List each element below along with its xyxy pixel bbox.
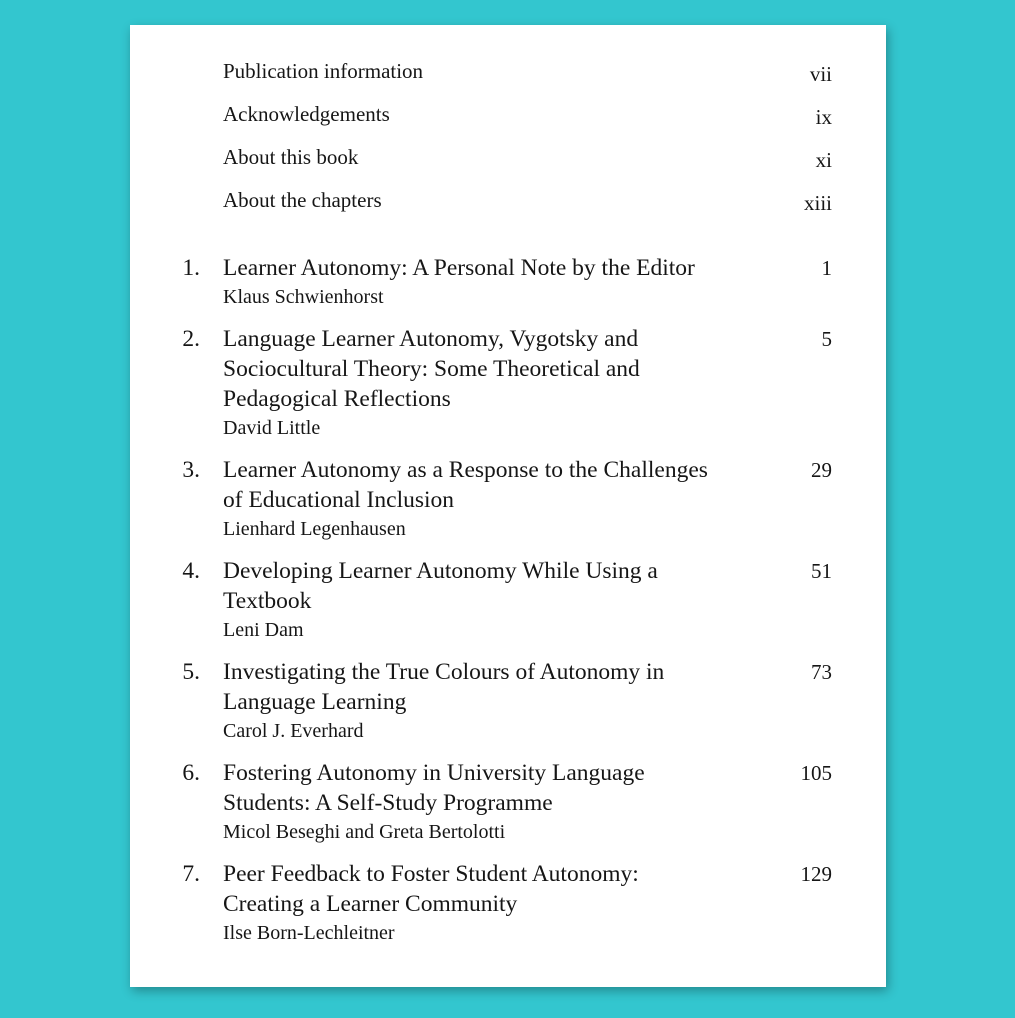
front-matter-page: xiii xyxy=(803,191,832,215)
chapter-page: 29 xyxy=(811,458,832,482)
front-matter-title: Acknowledgements xyxy=(223,102,390,126)
chapter-page: 129 xyxy=(800,862,832,886)
chapter-page: 73 xyxy=(811,660,832,684)
front-matter-title: About the chapters xyxy=(223,188,382,212)
chapter-author: David Little xyxy=(223,417,321,439)
front-matter-list xyxy=(223,59,832,231)
chapter-author: Carol J. Everhard xyxy=(223,720,364,742)
chapter-list xyxy=(170,253,832,960)
front-matter-page: vii xyxy=(809,62,832,86)
chapter-number: 6. xyxy=(182,760,200,786)
chapter-entry xyxy=(170,859,832,948)
chapter-title: Developing Learner Autonomy While Using a Textbook xyxy=(223,558,658,614)
front-matter-title: Publication information xyxy=(223,59,424,83)
front-matter-page: xi xyxy=(815,148,832,172)
chapter-number: 1. xyxy=(182,255,200,281)
chapter-page: 51 xyxy=(811,559,832,583)
chapter-author: Lienhard Legenhausen xyxy=(223,518,406,540)
front-matter-item xyxy=(223,145,832,188)
chapter-author: Micol Beseghi and Greta Bertolotti xyxy=(223,821,506,843)
chapter-title: Fostering Autonomy in University Language Students: A Self-Study Programme xyxy=(223,760,645,816)
front-matter-item xyxy=(223,188,832,231)
chapter-number: 3. xyxy=(182,457,200,483)
chapter-author: Ilse Born-Lechleitner xyxy=(223,922,395,944)
chapter-entry xyxy=(170,253,832,312)
chapter-title: Peer Feedback to Foster Student Autonomy: Creating a Learner Community xyxy=(223,861,639,917)
chapter-title: Language Learner Autonomy, Vygotsky and Sociocultural Theory: Some Theoretical and Pedagogical Reflections xyxy=(223,326,640,412)
chapter-author: Klaus Schwienhorst xyxy=(223,286,384,308)
front-matter-title: About this book xyxy=(223,145,359,169)
chapter-page: 5 xyxy=(821,327,832,351)
chapter-number: 4. xyxy=(182,558,200,584)
chapter-number: 7. xyxy=(182,861,200,887)
chapter-entry xyxy=(170,758,832,847)
chapter-title: Learner Autonomy as a Response to the Challenges of Educational Inclusion xyxy=(223,457,708,513)
contents-page xyxy=(130,25,886,987)
chapter-number: 2. xyxy=(182,326,200,352)
chapter-entry xyxy=(170,455,832,544)
front-matter-page: ix xyxy=(815,105,832,129)
chapter-entry xyxy=(170,657,832,746)
chapter-title: Investigating the True Colours of Autonomy in Language Learning xyxy=(223,659,665,715)
chapter-page: 1 xyxy=(821,256,832,280)
chapter-entry xyxy=(170,556,832,645)
chapter-title: Learner Autonomy: A Personal Note by the Editor xyxy=(223,255,695,281)
front-matter-item xyxy=(223,59,832,102)
chapter-page: 105 xyxy=(800,761,832,785)
chapter-number: 5. xyxy=(182,659,200,685)
chapter-author: Leni Dam xyxy=(223,619,304,641)
chapter-entry xyxy=(170,324,832,443)
front-matter-item xyxy=(223,102,832,145)
